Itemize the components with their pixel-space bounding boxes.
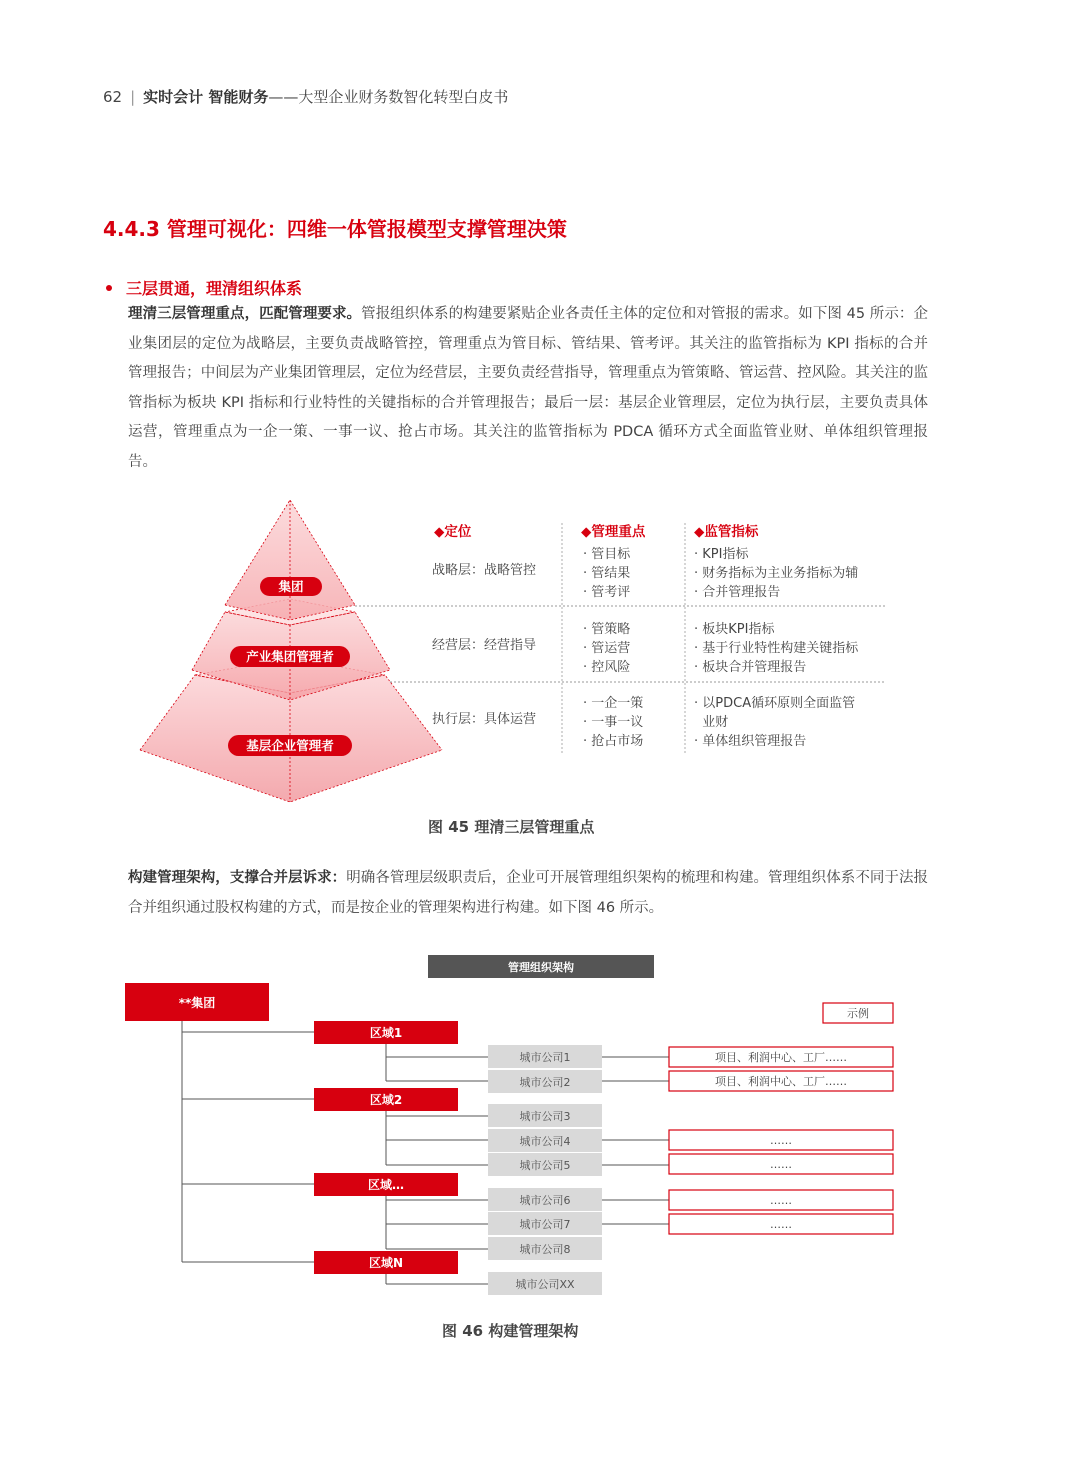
paragraph-2-body: 明确各管理层级职责后，企业可开展管理组织架构的梳理和构建。管理组织体系不同于法报合并组织通过股权构建的方式，而是按企业的管理架构进行构建。如下图 46 所示。	[128, 870, 929, 916]
org-node-root-label: **集团	[178, 996, 216, 1010]
pyramid-label-1: 集团	[278, 579, 304, 594]
row2-indicator-2: · 基于行业特性构建关键指标	[694, 641, 859, 656]
city-node-1-label: 城市公司1	[519, 1051, 571, 1064]
unit-box-5-label: ……	[770, 1194, 792, 1207]
row1-indicator-3: · 合并管理报告	[694, 585, 781, 600]
unit-box-1-label: 项目、利润中心、工厂……	[715, 1051, 847, 1064]
row3-focus-1: · 一企一策	[583, 696, 644, 711]
paragraph-1-lead: 理清三层管理重点，匹配管理要求。	[128, 306, 362, 322]
city-node-xx-label: 城市公司XX	[515, 1278, 575, 1291]
example-tag-label: 示例	[847, 1007, 869, 1020]
city-node-5-label: 城市公司5	[519, 1159, 571, 1172]
figure-46-org-chart	[120, 950, 905, 1300]
row1-focus-2: · 管结果	[583, 566, 631, 581]
row1-indicator-1: · KPI指标	[694, 547, 749, 562]
city-node-3-label: 城市公司3	[519, 1110, 571, 1123]
city-node-7-label: 城市公司7	[519, 1218, 571, 1231]
org-node-region-n-label: 区域N	[368, 1256, 404, 1270]
row1-position: 战略层：战略管控	[432, 563, 537, 578]
org-node-region-3-label: 区域…	[367, 1178, 405, 1192]
org-chart-title: 管理组织架构	[508, 961, 574, 974]
bullet-dot-icon	[106, 285, 112, 291]
row3-indicator-1: · 以PDCA循环原则全面监管	[694, 696, 856, 711]
col-header-focus: ◆管理重点	[581, 524, 646, 540]
row3-focus-2: · 一事一议	[583, 715, 644, 730]
org-node-region-2-label: 区域2	[369, 1093, 403, 1107]
col-header-position: ◆定位	[434, 524, 472, 540]
row2-indicator-1: · 板块KPI指标	[694, 622, 775, 637]
row3-position: 执行层：具体运营	[432, 712, 537, 727]
row1-focus-3: · 管考评	[583, 585, 631, 600]
row2-focus-2: · 管运营	[583, 641, 631, 656]
book-title-bold: 实时会计 智能财务	[143, 88, 269, 106]
row3-focus-3: · 抢占市场	[583, 734, 644, 749]
col-header-indicators: ◆监管指标	[694, 524, 759, 540]
bullet-heading	[106, 276, 302, 299]
row2-focus-1: · 管策略	[583, 622, 631, 637]
paragraph-1-body: 管报组织体系的构建要紧贴企业各责任主体的定位和对管报的需求。如下图 45 所示：企业集团层的定位为战略层，主要负责战略管控，管理重点为管目标、管结果、管考评。其关注的监管指标为 KPI 指标的合并管理报告；中间层为产业集团管理层，定位为经营层，主要负责经营指导，管理重点为管策略、管运营、控风险。其关注的监管指标为板块 KPI 指标和行业特性的关键指标的合并管理报告；最后一层：基层企业管理层，定位为执行层，主要负责具体运营，管理重点为一企一策、一事一议、抢占市场。其关注的监管指标为 PDCA 循环方式全面监管业财、单体组织管理报告。	[128, 306, 929, 470]
paragraph-1	[128, 300, 928, 477]
unit-box-6-label: ……	[770, 1218, 792, 1231]
row3-indicator-2: 业财	[694, 715, 729, 730]
row1-focus-1: · 管目标	[583, 547, 631, 562]
unit-box-3-label: ……	[770, 1134, 792, 1147]
pyramid-tier-top	[225, 500, 355, 620]
row1-indicator-2: · 财务指标为主业务指标为辅	[694, 566, 859, 581]
unit-box-2-label: 项目、利润中心、工厂……	[715, 1075, 847, 1088]
row3-indicator-3: · 单体组织管理报告	[694, 734, 807, 749]
page-number: 62	[103, 88, 123, 106]
city-node-8-label: 城市公司8	[519, 1243, 571, 1256]
city-companies	[488, 1045, 602, 1295]
city-node-4-label: 城市公司4	[519, 1135, 571, 1148]
paragraph-2-lead: 构建管理架构，支撑合并层诉求：	[128, 870, 347, 886]
book-title-rest: ——大型企业财务数智化转型白皮书	[268, 88, 509, 106]
paragraph-2	[128, 864, 928, 923]
row2-position: 经营层：经营指导	[432, 638, 537, 653]
bullet-heading-text: 三层贯通，理清组织体系	[126, 279, 303, 298]
org-node-region-1-label: 区域1	[369, 1026, 403, 1040]
pyramid-label-2: 产业集团管理者	[246, 649, 334, 664]
section-title: 4.4.3 管理可视化：四维一体管报模型支撑管理决策	[103, 217, 567, 241]
city-node-2-label: 城市公司2	[519, 1076, 571, 1089]
unit-box-4-label: ……	[770, 1158, 792, 1171]
figure-45-pyramid	[130, 495, 900, 815]
figure-46-caption: 图 46 构建管理架构	[442, 1322, 579, 1340]
unit-boxes	[669, 1047, 893, 1234]
header-separator: |	[130, 88, 136, 106]
row2-focus-3: · 控风险	[583, 660, 631, 675]
figure-45-caption: 图 45 理清三层管理重点	[428, 818, 595, 836]
city-node-6-label: 城市公司6	[519, 1194, 571, 1207]
row2-indicator-3: · 板块合并管理报告	[694, 660, 807, 675]
pyramid-label-3: 基层企业管理者	[246, 738, 334, 753]
page-header	[103, 86, 508, 107]
